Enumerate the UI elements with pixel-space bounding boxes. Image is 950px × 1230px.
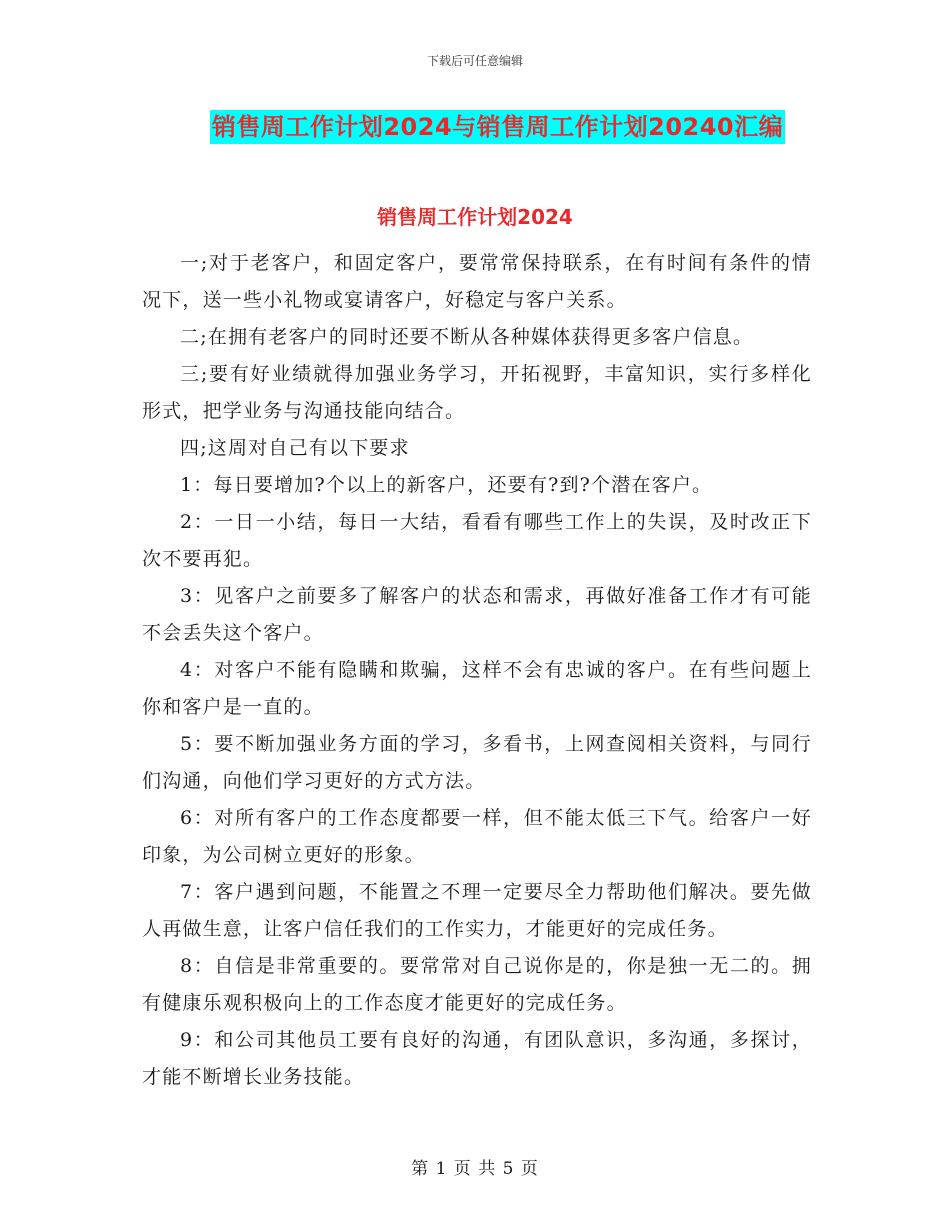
paragraph: 8：自信是非常重要的。要常常对自己说你是的，你是独一无二的。拥有健康乐观积极向上的工作态度才能更好的完成任务。 — [142, 955, 812, 1014]
paragraph: 四;这周对自己有以下要求 — [180, 437, 410, 459]
paragraph: 3：见客户之前要多了解客户的状态和需求，再做好准备工作才有可能不会丢失这个客户。 — [142, 585, 812, 644]
paragraph: 三;要有好业绩就得加强业务学习，开拓视野，丰富知识，实行多样化形式，把学业务与沟通技能向结合。 — [142, 363, 812, 422]
paragraph: 9：和公司其他员工要有良好的沟通，有团队意识，多沟通，多探讨，才能不断增长业务技能。 — [142, 1029, 812, 1088]
main-title: 销售周工作计划2024与销售周工作计划20240汇编 — [210, 110, 785, 144]
paragraph: 2：一日一小结，每日一大结，看看有哪些工作上的失误，及时改正下次不要再犯。 — [142, 511, 812, 570]
paragraph: 7：客户遇到问题，不能置之不理一定要尽全力帮助他们解决。要先做人再做生意，让客户信任我们的工作实力，才能更好的完成任务。 — [142, 881, 812, 940]
header-note: 下载后可任意编辑 — [426, 54, 523, 68]
document-body — [142, 245, 812, 1096]
paragraph: 1：每日要增加?个以上的新客户，还要有?到?个潜在客户。 — [180, 474, 713, 496]
paragraph: 二;在拥有老客户的同时还要不断从各种媒体获得更多客户信息。 — [180, 326, 754, 348]
paragraph: 4：对客户不能有隐瞒和欺骗，这样不会有忠诚的客户。在有些问题上你和客户是一直的。 — [142, 659, 812, 718]
paragraph: 5：要不断加强业务方面的学习，多看书，上网查阅相关资料，与同行们沟通，向他们学习更好的方式方法。 — [142, 733, 812, 792]
section-title: 销售周工作计划2024 — [377, 205, 573, 229]
paragraph: 6：对所有客户的工作态度都要一样，但不能太低三下气。给客户一好印象，为公司树立更好的形象。 — [142, 807, 812, 866]
page-footer: 第 1 页 共 5 页 — [411, 1159, 539, 1179]
main-title-container — [0, 110, 950, 144]
paragraph: 一;对于老客户，和固定客户，要常常保持联系，在有时间有条件的情况下，送一些小礼物或宴请客户，好稳定与客户关系。 — [142, 252, 812, 311]
